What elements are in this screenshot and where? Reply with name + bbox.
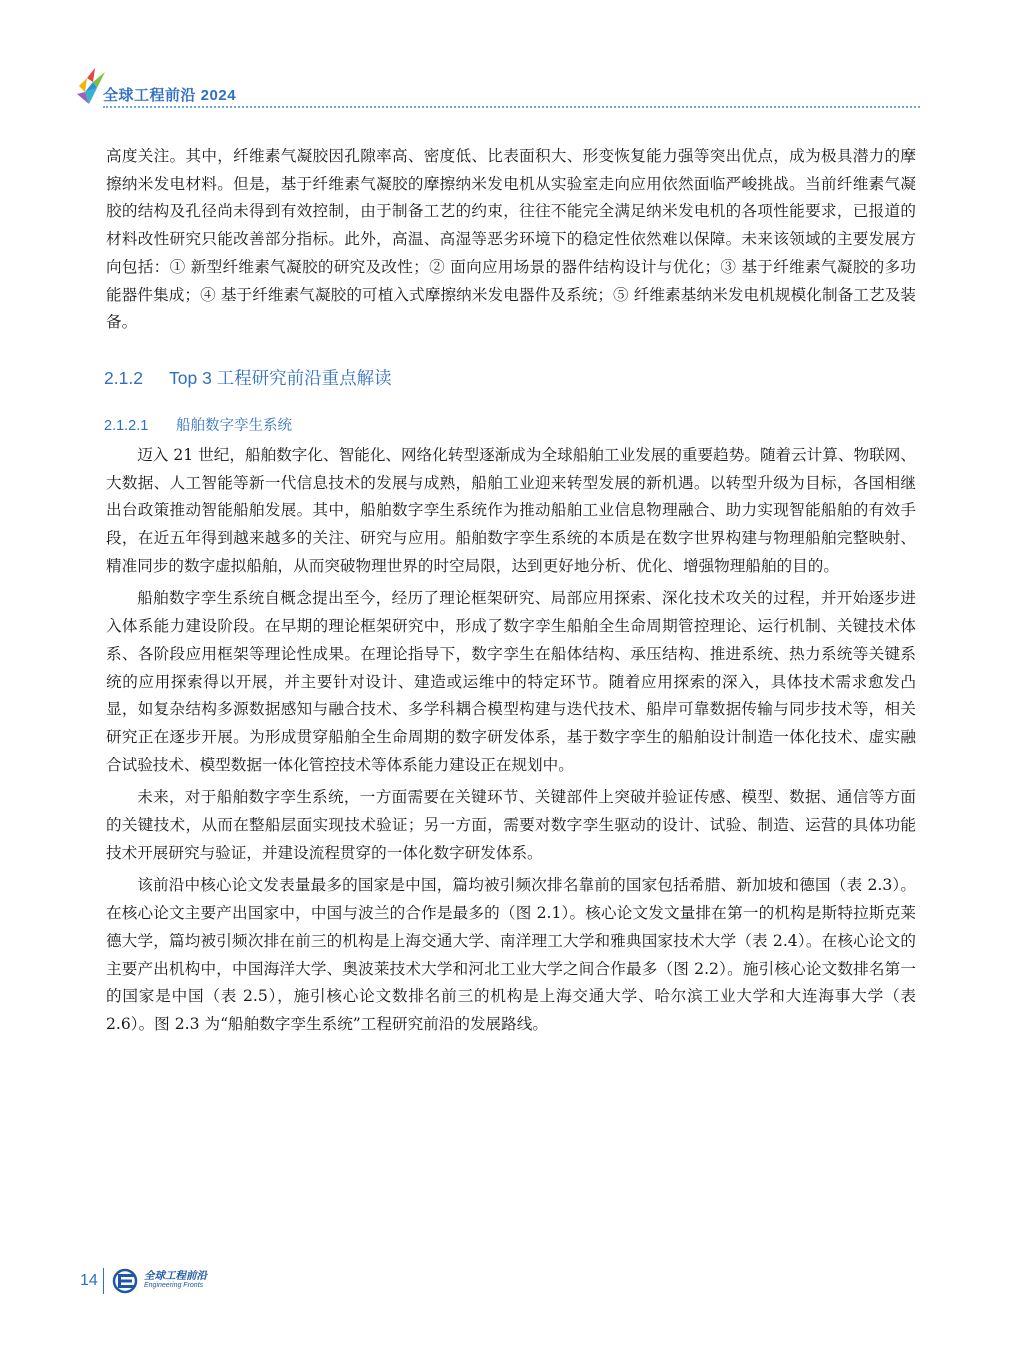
- section-heading: [104, 366, 916, 390]
- page-header: [75, 64, 920, 112]
- header-title: 全球工程前沿 2024: [103, 87, 237, 104]
- intro-paragraph: 高度关注。其中，纤维素气凝胶因孔隙率高、密度低、比表面积大、形变恢复能力强等突出优点，成为极具潜力的摩擦纳米发电材料。但是，基于纤维素气凝胶的摩擦纳米发电机从实验室走向应用依然面临严峻挑战。当前纤维素气凝胶的结构及孔径尚未得到有效控制，由于制备工艺的约束，往往不能完全满足纳米发电机的各项性能要求，已报道的材料改性研究只能改善部分指标。此外，高温、高湿等恶劣环境下的稳定性依然难以保障。未来该领域的主要发展方向包括：① 新型纤维素气凝胶的研究及改性；② 面向应用场景的器件结构设计与优化；③ 基于纤维素气凝胶的多功能器件集成；④ 基于纤维素气凝胶的可植入式摩擦纳米发电器件及系统；⑤ 纤维素基纳米发电机规模化制备工艺及装备。: [106, 147, 916, 332]
- footer-brand-cn: 全球工程前沿: [144, 1270, 207, 1282]
- subsection-number: 2.1.2.1: [104, 417, 149, 434]
- page-number: 14: [80, 1272, 98, 1289]
- body-paragraph: 迈入 21 世纪，船舶数字化、智能化、网络化转型逐渐成为全球船舶工业发展的重要趋势。随着云计算、物联网、大数据、人工智能等新一代信息技术的发展与成熟，船舶工业迎来转型发展的新机遇。以转型升级为目标，各国相继出台政策推动智能船舶发展。其中，船舶数字孪生系统作为推动船舶工业信息物理融合、助力实现智能船舶的有效手段，在近五年得到越来越多的关注、研究与应用。船舶数字孪生系统的本质是在数字世界构建与物理船舶完整映射、精准同步的数字虚拟船舶，从而突破物理世界的时空局限，达到更好地分析、优化、增强物理船舶的目的。: [106, 445, 916, 575]
- header-divider: [103, 106, 920, 108]
- subsection-title: 船舶数字孪生系统: [176, 417, 292, 434]
- body-paragraph: 未来，对于船舶数字孪生系统，一方面需要在关键环节、关键部件上突破并验证传感、模型、数据、通信等方面的关键技术，从而在整船层面实现技术验证；另一方面，需要对数字孪生驱动的设计、试验、制造、运营的具体功能技术开展研究与验证，并建设流程贯穿的一体化数字研发体系。: [106, 788, 916, 862]
- body-paragraph: 该前沿中核心论文发表量最多的国家是中国，篇均被引频次排名靠前的国家包括希腊、新加坡和德国（表 2.3）。在核心论文主要产出国家中，中国与波兰的合作是最多的（图 2.1）。核心论文发文量排在第一的机构是斯特拉斯克莱德大学，篇均被引频次排在前三的机构是上海交通大学、南洋理工大学和雅典国家技术大学（表 2.4）。在核心论文的主要产出机构中，中国海洋大学、奥波莱技术大学和河北工业大学之间合作最多（图 2.2）。施引核心论文数排名第一的国家是中国（表 2.5），施引核心论文数排名前三的机构是上海交通大学、哈尔滨工业大学和大连海事大学（表 2.6）。图 2.3 为“船舶数字孪生系统”工程研究前沿的发展路线。: [106, 876, 916, 1033]
- main-content: [106, 143, 916, 1039]
- section-number: 2.1.2: [104, 367, 143, 388]
- body-paragraph: 船舶数字孪生系统自概念提出至今，经历了理论框架研究、局部应用探索、深化技术攻关的过程，并开始逐步进入体系能力建设阶段。在早期的理论框架研究中，形成了数字孪生船舶全生命周期管控理论、运行机制、关键技术体系、各阶段应用框架等理论性成果。在理论指导下，数字孪生在船体结构、承压结构、推进系统、热力系统等关键系统的应用探索得以开展，并主要针对设计、建造或运维中的特定环节。随着应用探索的深入，具体技术需求愈发凸显，如复杂结构多源数据感知与融合技术、多学科耦合模型构建与迭代技术、船岸可靠数据传输与同步技术等，相关研究正在逐步开展。为形成贯穿船舶全生命周期的数字研发体系，基于数字孪生的船舶设计制造一体化技术、虚实融合试验技术、模型数据一体化管控技术等体系能力建设正在规划中。: [106, 589, 916, 774]
- section-title: Top 3 工程研究前沿重点解读: [169, 367, 392, 388]
- globe-e-logo-icon: [112, 1268, 140, 1294]
- page-footer: [80, 1266, 280, 1296]
- subsection-heading: [104, 416, 916, 436]
- footer-divider: [103, 1268, 104, 1294]
- footer-brand-en: Engineering Fronts: [144, 1282, 204, 1289]
